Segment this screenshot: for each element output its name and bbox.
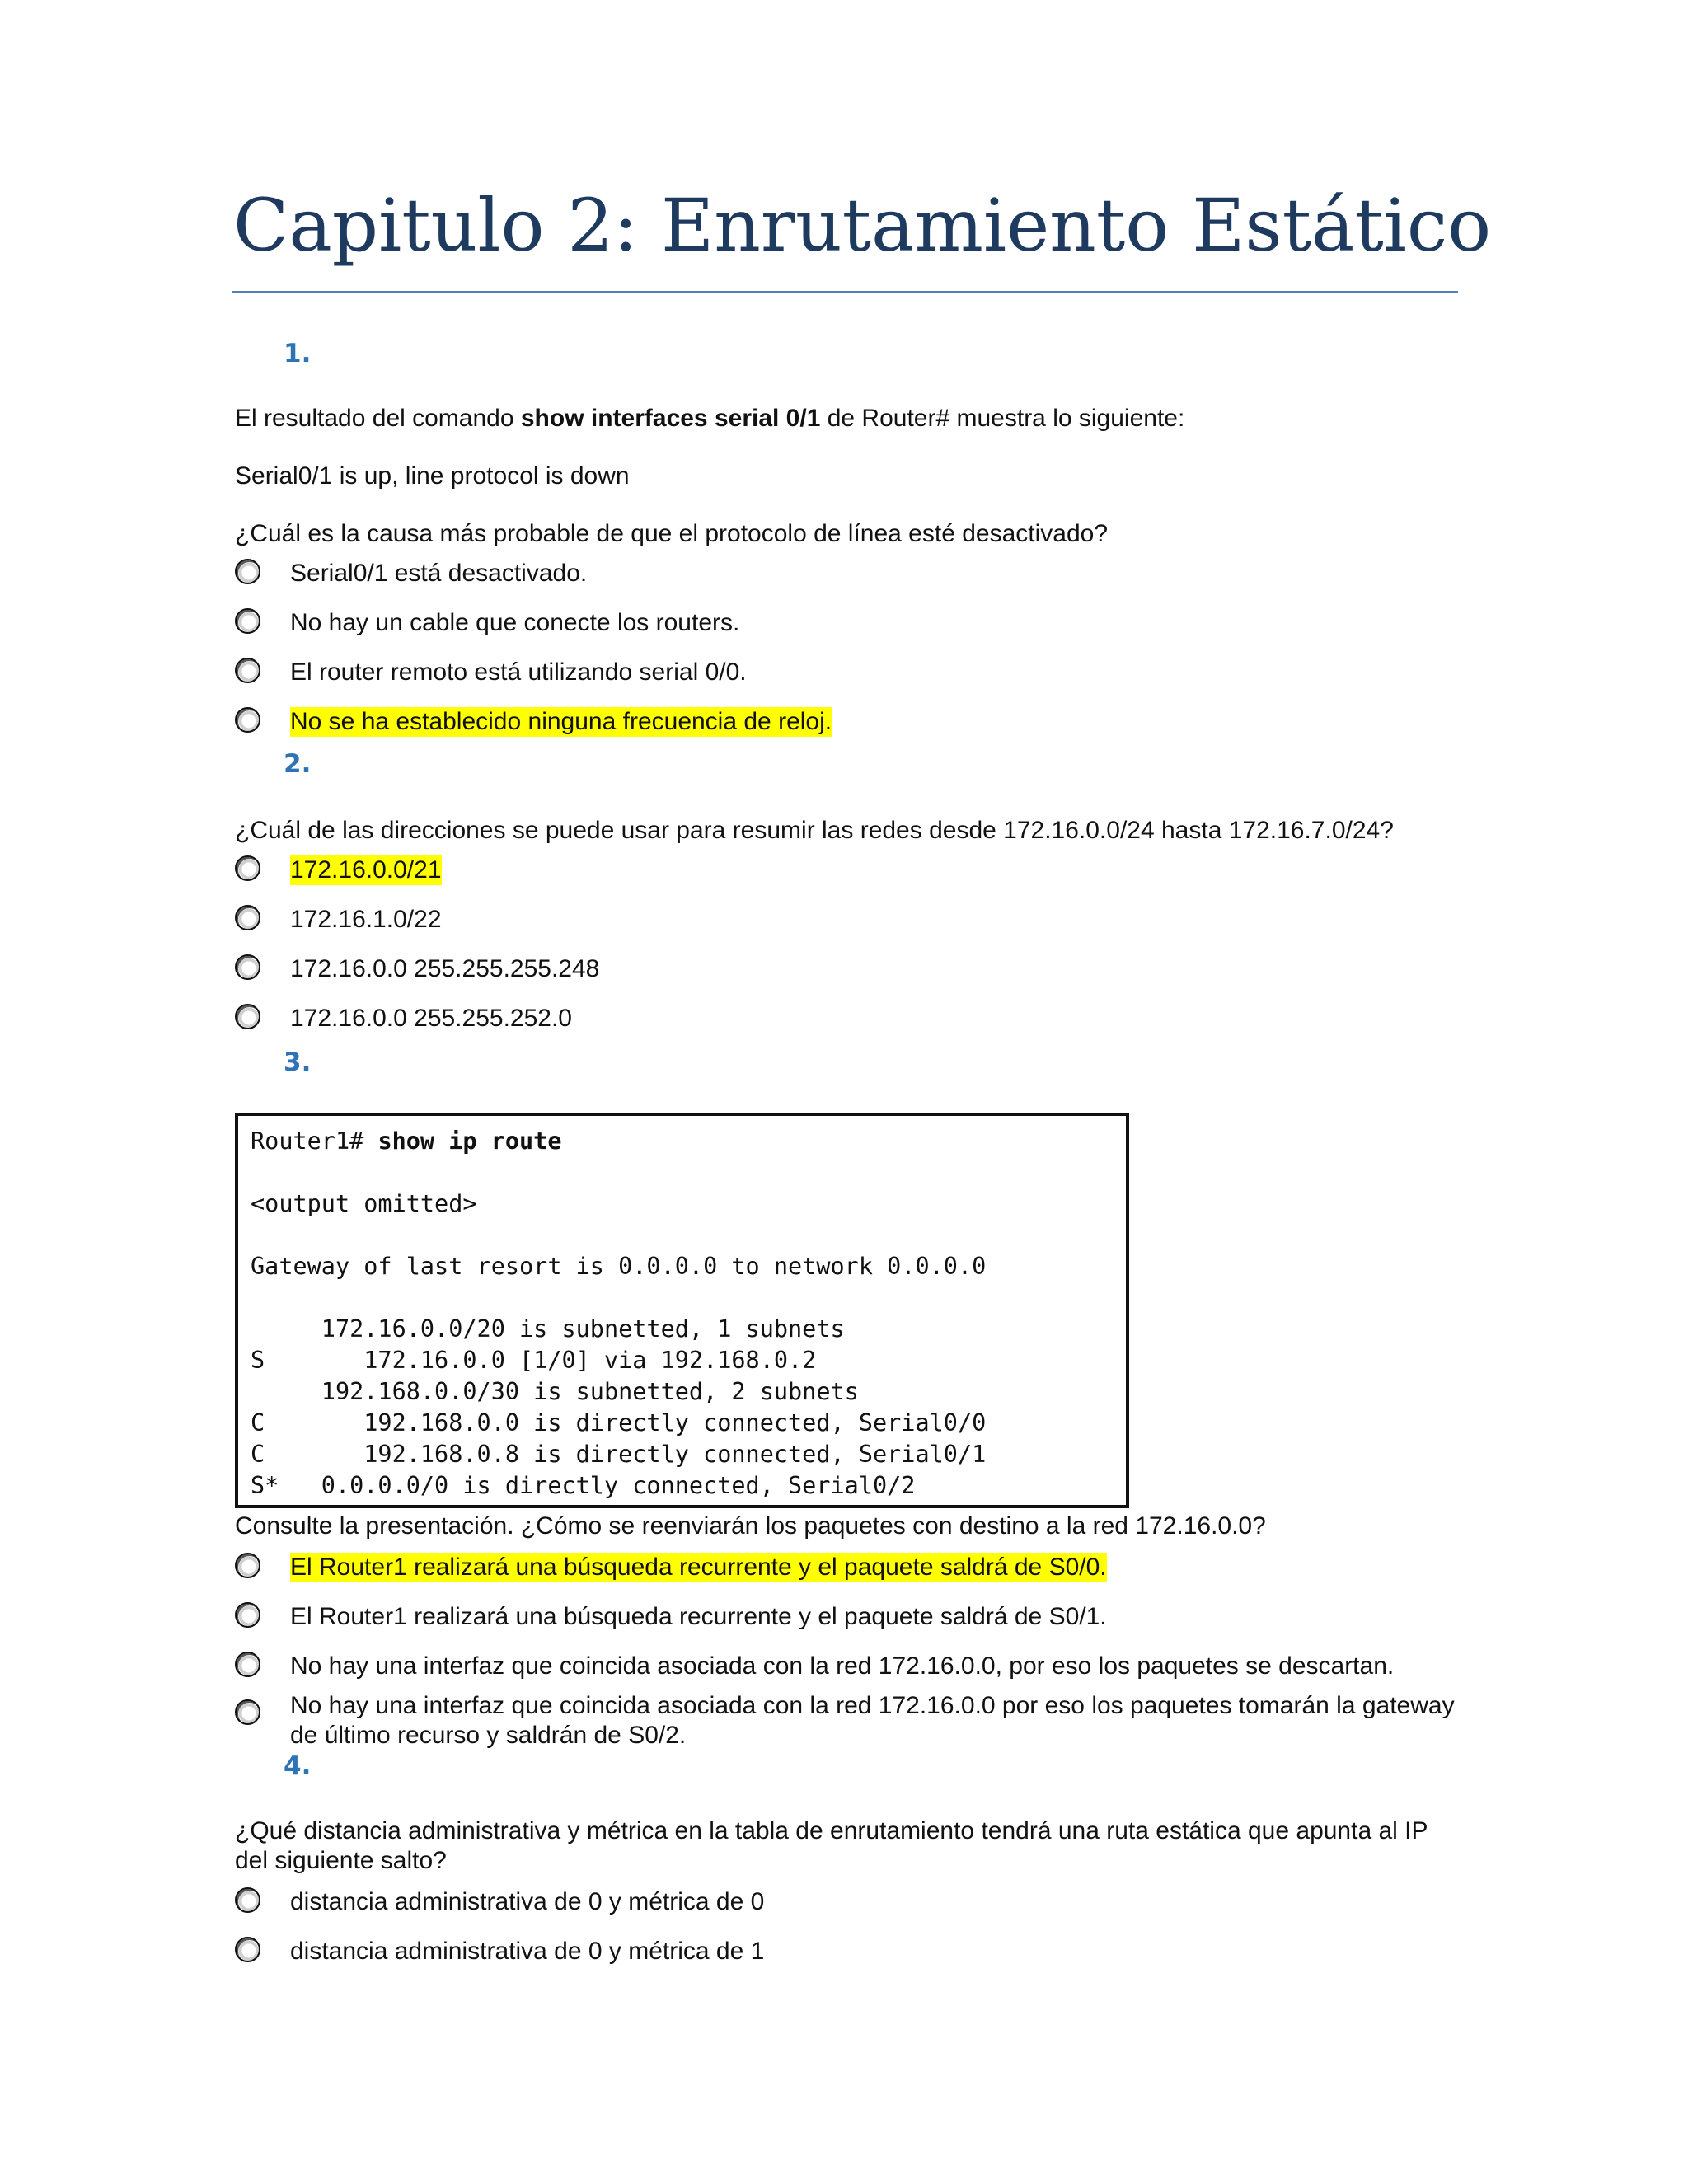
option-label-highlighted: El Router1 realizará una búsqueda recurrente y el paquete saldrá de S0/0. — [290, 1554, 1107, 1581]
stem-text: El resultado del comando — [235, 405, 521, 432]
question-number-2: 2. — [284, 749, 312, 779]
radio-button-icon[interactable] — [235, 1553, 260, 1578]
question-3-text: Consulte la presentación. ¿Cómo se reenviarán los paquetes con destino a la red 172.16.0.0? — [235, 1512, 1266, 1540]
radio-button-icon[interactable] — [235, 707, 260, 733]
option-label: No hay un cable que conecte los routers. — [290, 609, 740, 636]
option-label: distancia administrativa de 0 y métrica de 0 — [290, 1888, 765, 1915]
route-line: 172.16.0.0/20 is subnetted, 1 subnets — [251, 1315, 845, 1343]
radio-button-icon[interactable] — [235, 954, 260, 980]
option-label: 172.16.1.0/22 — [290, 906, 442, 933]
option-label: 172.16.0.0 255.255.252.0 — [290, 1005, 572, 1032]
radio-button-icon[interactable] — [235, 559, 260, 584]
option-label: No hay una interfaz que coincida asociada con la red 172.16.0.0, por eso los paquetes se descartan. — [290, 1652, 1395, 1680]
q3-option-4[interactable] — [235, 1691, 1469, 1750]
option-label: distancia administrativa de 0 y métrica de 1 — [290, 1938, 765, 1965]
radio-button-icon[interactable] — [235, 658, 260, 683]
q2-option-4[interactable] — [235, 1004, 572, 1033]
page-title: Capitulo 2: Enrutamiento Estático — [233, 183, 1492, 268]
show-ip-route-exhibit — [235, 1113, 1129, 1508]
q3-option-1[interactable] — [235, 1553, 1107, 1582]
route-line: S* 0.0.0.0/0 is directly connected, Serial0/2 — [251, 1472, 916, 1499]
q3-option-3[interactable] — [235, 1652, 1394, 1681]
q4-option-2[interactable] — [235, 1937, 764, 1966]
question-2-text: ¿Cuál de las direcciones se puede usar para resumir las redes desde 172.16.0.0/24 hasta 172.16.7.0/24? — [235, 817, 1394, 844]
option-label: Serial0/1 está desactivado. — [290, 560, 588, 587]
radio-button-icon[interactable] — [235, 1937, 260, 1962]
q4-option-1[interactable] — [235, 1887, 764, 1917]
radio-button-icon[interactable] — [235, 1887, 260, 1913]
question-1-stem — [235, 404, 1184, 434]
route-line: 192.168.0.0/30 is subnetted, 2 subnets — [251, 1378, 859, 1405]
radio-button-icon[interactable] — [235, 1699, 260, 1725]
q2-option-2[interactable] — [235, 905, 442, 935]
exhibit-omitted-line: <output omitted> — [251, 1190, 477, 1217]
question-number-4: 4. — [284, 1751, 312, 1781]
q2-option-1[interactable] — [235, 855, 442, 885]
radio-button-icon[interactable] — [235, 608, 260, 634]
option-label-highlighted: No se ha establecido ninguna frecuencia de reloj. — [290, 708, 832, 735]
question-number-3: 3. — [284, 1047, 312, 1077]
route-line: C 192.168.0.8 is directly connected, Serial0/1 — [251, 1441, 987, 1468]
option-label: 172.16.0.0 255.255.255.248 — [290, 955, 600, 982]
stem-text-end: de Router# muestra lo siguiente: — [820, 405, 1185, 432]
radio-button-icon[interactable] — [235, 855, 260, 881]
route-line: S 172.16.0.0 [1/0] via 192.168.0.2 — [251, 1347, 817, 1374]
radio-button-icon[interactable] — [235, 905, 260, 930]
exhibit-command-line — [251, 1126, 1126, 1157]
option-label: No hay una interfaz que coincida asociada con la red 172.16.0.0 por eso los paquetes tomarán la gateway de último recurso y saldrán de S0/2. — [290, 1692, 1455, 1749]
q1-option-3[interactable] — [235, 658, 747, 687]
q1-option-1[interactable] — [235, 559, 587, 588]
cli-prompt: Router1# — [251, 1127, 378, 1155]
command-output-line: Serial0/1 is up, line protocol is down — [235, 462, 630, 490]
radio-button-icon[interactable] — [235, 1004, 260, 1029]
radio-button-icon[interactable] — [235, 1652, 260, 1677]
title-underline — [232, 291, 1458, 293]
route-line: C 192.168.0.0 is directly connected, Serial0/0 — [251, 1409, 987, 1436]
q3-option-2[interactable] — [235, 1602, 1107, 1632]
question-1-text: ¿Cuál es la causa más probable de que el protocolo de línea esté desactivado? — [235, 520, 1109, 547]
q2-option-3[interactable] — [235, 954, 599, 984]
cli-command: show ip route — [377, 1127, 562, 1155]
radio-button-icon[interactable] — [235, 1602, 260, 1628]
option-label: El router remoto está utilizando serial 0/0. — [290, 658, 747, 686]
option-label: El Router1 realizará una búsqueda recurrente y el paquete saldrá de S0/1. — [290, 1603, 1107, 1630]
q1-option-2[interactable] — [235, 608, 739, 638]
command-text: show interfaces serial 0/1 — [520, 405, 821, 432]
exhibit-gateway-line: Gateway of last resort is 0.0.0.0 to network 0.0.0.0 — [251, 1253, 987, 1280]
option-label-highlighted: 172.16.0.0/21 — [290, 856, 442, 883]
question-4-text: ¿Qué distancia administrativa y métrica en la tabla de enrutamiento tendrá una ruta estática que apunta al IP del siguiente salto? — [235, 1817, 1428, 1874]
q1-option-4[interactable] — [235, 707, 832, 737]
question-number-1: 1. — [284, 339, 312, 368]
